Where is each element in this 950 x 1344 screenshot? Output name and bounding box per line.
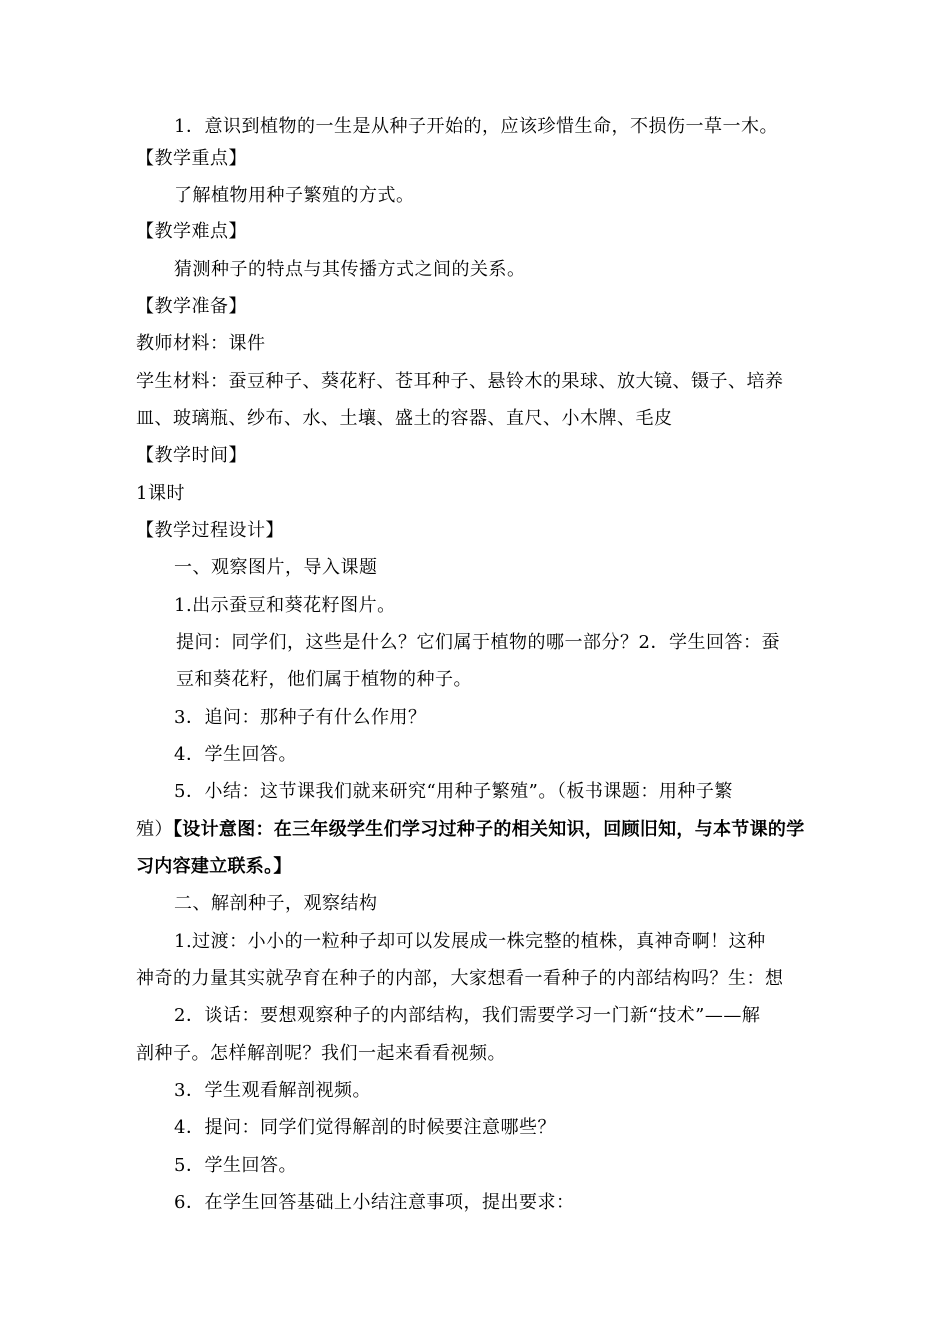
part1-step-1: 1.出示蚕豆和葵花籽图片。 <box>174 595 396 616</box>
key-point-heading: 【教学重点】 <box>136 148 247 169</box>
part2-step-1-line-2: 神奇的力量其实就孕育在种子的内部，大家想看一看种子的内部结构吗？生：想 <box>136 968 784 989</box>
part2-step-4: 4．提问：同学们觉得解剖的时候要注意哪些？ <box>174 1117 556 1138</box>
student-materials-line-2: 皿、玻璃瓶、纱布、水、土壤、盛土的容器、直尺、小木牌、毛皮 <box>136 408 673 429</box>
part2-step-3: 3．学生观看解剖视频。 <box>174 1080 371 1101</box>
part1-step-2-line-1: 提问：同学们，这些是什么？它们属于植物的哪一部分？2．学生回答：蚕 <box>176 632 780 653</box>
objective-item-1: 1．意识到植物的一生是从种子开始的，应该珍惜生命，不损伤一草一木。 <box>174 116 778 137</box>
key-point-text: 了解植物用种子繁殖的方式。 <box>174 185 415 206</box>
part2-step-2-line-1: 2．谈话：要想观察种子的内部结构，我们需要学习一门新“技术”——解 <box>174 1005 761 1026</box>
design-intent-line-1: 【设计意图：在三年级学生们学习过种子的相关知识，回顾旧知，与本节课的学 <box>173 819 805 840</box>
part1-step-5-line-2-plain: 殖） <box>136 819 173 840</box>
time-text: 1课时 <box>136 483 185 504</box>
teacher-materials: 教师材料：课件 <box>136 333 266 354</box>
part2-step-2-line-2: 剖种子。怎样解剖呢？我们一起来看看视频。 <box>136 1043 506 1064</box>
part2-title: 二、解剖种子，观察结构 <box>174 893 378 914</box>
difficulty-text: 猜测种子的特点与其传播方式之间的关系。 <box>174 259 526 280</box>
difficulty-heading: 【教学难点】 <box>136 221 247 242</box>
part1-step-5-line-2 <box>136 818 805 842</box>
part2-step-5: 5．学生回答。 <box>174 1155 297 1176</box>
part1-step-4: 4．学生回答。 <box>174 744 297 765</box>
part1-title: 一、观察图片，导入课题 <box>174 557 378 578</box>
design-intent-line-2: 习内容建立联系。】 <box>136 856 292 877</box>
time-heading: 【教学时间】 <box>136 445 247 466</box>
process-heading: 【教学过程设计】 <box>136 520 284 541</box>
part2-step-6: 6．在学生回答基础上小结注意事项，提出要求： <box>174 1192 575 1213</box>
student-materials-line-1: 学生材料：蚕豆种子、葵花籽、苍耳种子、悬铃木的果球、放大镜、镊子、培养 <box>136 371 784 392</box>
part1-step-5-line-1: 5．小结：这节课我们就来研究“用种子繁殖”。（板书课题：用种子繁 <box>174 781 733 802</box>
part1-step-3: 3．追问：那种子有什么作用？ <box>174 707 427 728</box>
preparation-heading: 【教学准备】 <box>136 296 247 317</box>
part2-step-1-line-1: 1.过渡：小小的一粒种子却可以发展成一株完整的植株，真神奇啊！这种 <box>174 931 766 952</box>
part1-step-2-line-2: 豆和葵花籽，他们属于植物的种子。 <box>176 669 472 690</box>
